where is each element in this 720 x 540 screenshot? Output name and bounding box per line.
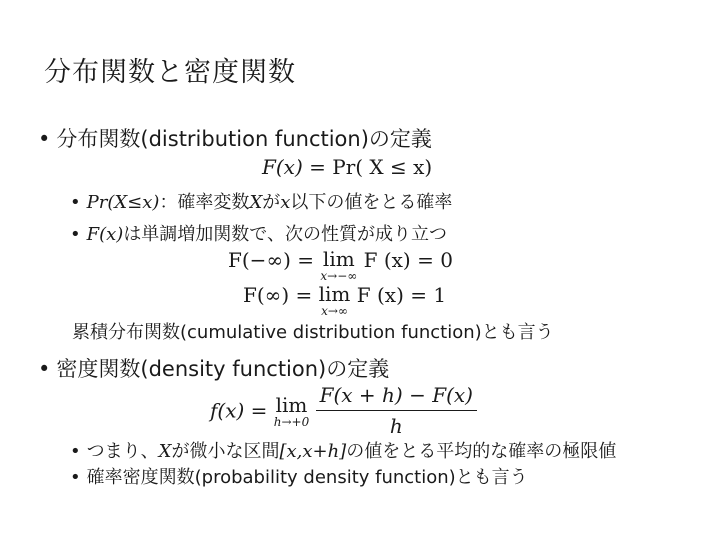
sub-bullet-pdf — [70, 463, 528, 489]
distribution-formula — [262, 155, 432, 179]
bullet-density-definition — [38, 353, 389, 383]
sub1-ga: が — [262, 192, 281, 213]
bullet-distribution-definition — [38, 123, 432, 153]
sub1-text: ：確率変数 — [159, 192, 250, 213]
var-x-lower: x — [280, 192, 291, 213]
sub3-b: が微小な区間 — [171, 441, 280, 462]
bullet-dot: • — [70, 224, 81, 245]
sub2-text: は単調増加関数で、次の性質が成り立つ — [123, 224, 447, 245]
sub-bullet-probability — [70, 188, 452, 214]
var-x: X — [158, 441, 172, 462]
pr-expression: Pr(X≤x) — [86, 192, 160, 213]
sub4-text: 確率密度関数(probability density function)とも言う — [86, 467, 528, 488]
limit2-rhs: F (x) = 1 — [356, 283, 447, 307]
bullet-dot: • — [70, 467, 81, 488]
limit1-lhs: F(−∞) = — [228, 248, 315, 272]
formula-lhs: F(x) — [262, 155, 303, 179]
interval: [x,x+h] — [279, 441, 347, 462]
bullet-dot: • — [38, 357, 51, 381]
lim-operator: lim x→∞ — [318, 282, 351, 318]
bullet-dot: • — [38, 127, 51, 151]
density-formula — [210, 383, 477, 438]
density-lhs: f(x) = — [210, 398, 268, 423]
sub3-a: つまり、 — [86, 441, 159, 462]
limit-plus-infinity — [243, 283, 446, 317]
fraction — [316, 383, 477, 438]
slide-title: 分布関数と密度関数 — [44, 57, 296, 88]
sub-bullet-monotone — [70, 220, 447, 246]
cumulative-note: 累積分布関数(cumulative distribution function)とも言う — [72, 322, 554, 343]
lim-operator: lim x→−∞ — [320, 247, 358, 283]
limit1-rhs: F (x) = 0 — [363, 248, 453, 272]
formula-eq: = — [309, 155, 326, 179]
lim-operator: lim h→+0 — [273, 392, 310, 429]
sub-bullet-meaning — [70, 437, 616, 463]
fx-expression: F(x) — [86, 224, 124, 245]
formula-rhs: Pr( X ≤ x) — [332, 155, 433, 179]
bullet-dot: • — [70, 441, 81, 462]
fraction-denominator: h — [389, 414, 403, 438]
limit2-lhs: F(∞) = — [243, 283, 313, 307]
heading-text: 密度関数(density function)の定義 — [56, 357, 390, 381]
fraction-numerator: F(x + h) − F(x) — [316, 383, 477, 411]
heading-text: 分布関数(distribution function)の定義 — [56, 127, 432, 151]
sub3-c: の値をとる平均的な確率の極限値 — [346, 441, 617, 462]
bullet-dot: • — [70, 192, 81, 213]
var-x: X — [249, 192, 263, 213]
sub1-rest: 以下の値をとる確率 — [290, 192, 453, 213]
limit-minus-infinity — [228, 248, 453, 282]
